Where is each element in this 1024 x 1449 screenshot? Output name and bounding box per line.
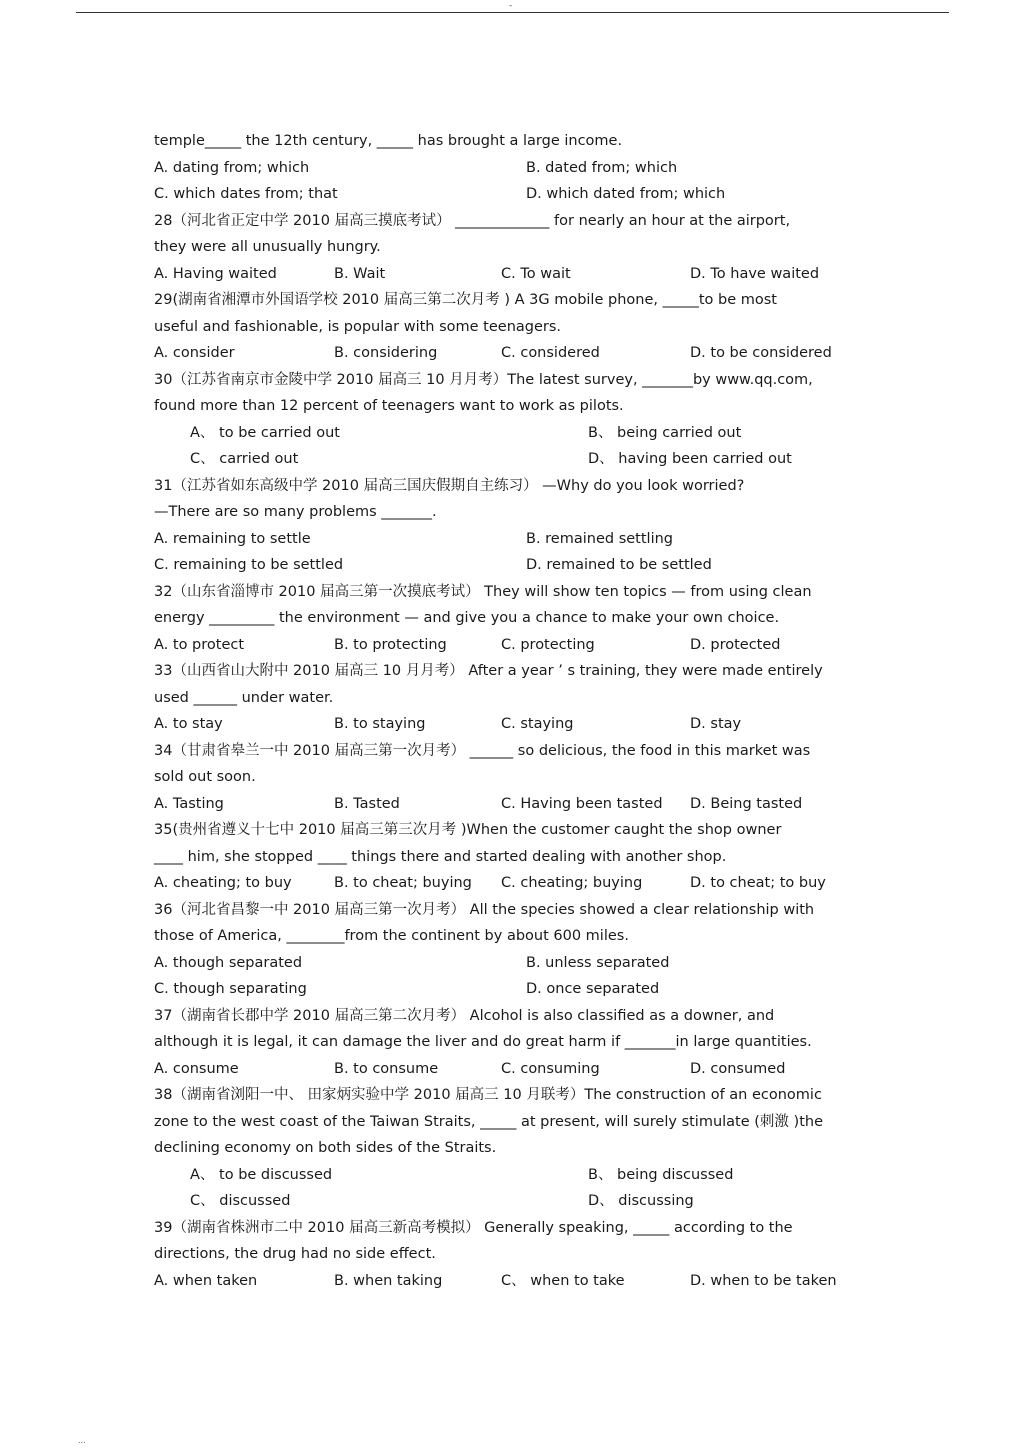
text-line: zone to the west coast of the Taiwan Straits, _____ at present, will surely stimulate (刺激 )the xyxy=(154,1113,823,1130)
answer-option: A、 to be discussed xyxy=(190,1166,333,1183)
answer-option: D、 discussing xyxy=(588,1193,694,1209)
text-line: 33（山西省山大附中 2010 届高三 10 月月考） After a year ’ s training, they were made entirely xyxy=(154,663,823,679)
answer-option: D. protected xyxy=(690,636,781,653)
text-line: temple_____ the 12th century, _____ has brought a large income. xyxy=(154,133,623,149)
answer-option: A. Tasting xyxy=(154,795,224,812)
answer-option: B、 being carried out xyxy=(588,424,742,441)
options-row xyxy=(154,713,914,740)
options-row xyxy=(154,422,914,449)
text-line: 28（河北省正定中学 2010 届高三摸底考试） _____________ for nearly an hour at the airport, xyxy=(154,212,791,229)
text-line: declining economy on both sides of the Straits. xyxy=(154,1140,497,1156)
answer-option: B. remained settling xyxy=(526,530,673,547)
answer-option: C、 when to take xyxy=(501,1272,625,1289)
answer-option: C. protecting xyxy=(501,636,595,653)
options-row xyxy=(154,1058,914,1085)
options-row xyxy=(154,554,914,581)
answer-option: C. To wait xyxy=(501,265,571,282)
answer-option: D. to be considered xyxy=(690,345,832,361)
text-line: energy _________ the environment — and give you a chance to make your own choice. xyxy=(154,610,780,626)
answer-option: D. to cheat; to buy xyxy=(690,875,826,891)
options-row xyxy=(154,793,914,820)
answer-option: D. when to be taken xyxy=(690,1272,837,1289)
answer-option: A. consider xyxy=(154,345,235,361)
footer-mark: ... xyxy=(78,1436,86,1445)
answer-option: B. Wait xyxy=(334,265,386,282)
text-line: —There are so many problems _______. xyxy=(154,504,437,520)
text-line: those of America, ________from the continent by about 600 miles. xyxy=(154,928,629,944)
answer-option: A、 to be carried out xyxy=(190,424,340,441)
text-line: 36（河北省昌黎一中 2010 届高三第一次月考） All the species showed a clear relationship with xyxy=(154,901,815,918)
header-rule xyxy=(76,12,949,13)
text-line: 31（江苏省如东高级中学 2010 届高三国庆假期自主练习） —Why do you look worried? xyxy=(154,477,745,494)
answer-option: C. staying xyxy=(501,716,574,732)
answer-option: A. consume xyxy=(154,1060,239,1077)
answer-option: C. consuming xyxy=(501,1060,600,1077)
text-line: 34（甘肃省皋兰一中 2010 届高三第一次月考） ______ so delicious, the food in this market was xyxy=(154,742,811,759)
answer-option: B. to protecting xyxy=(334,636,447,653)
answer-option: B. to cheat; buying xyxy=(334,875,472,891)
options-row xyxy=(154,448,914,475)
answer-option: B. unless separated xyxy=(526,954,670,971)
options-row xyxy=(154,1270,914,1297)
answer-option: C. cheating; buying xyxy=(501,875,643,891)
text-line: they were all unusually hungry. xyxy=(154,239,381,255)
text-line: found more than 12 percent of teenagers want to work as pilots. xyxy=(154,398,624,414)
answer-option: D. stay xyxy=(690,716,742,732)
answer-option: A. Having waited xyxy=(154,265,277,282)
options-row xyxy=(154,157,914,184)
text-line: sold out soon. xyxy=(154,769,256,785)
answer-option: D. once separated xyxy=(526,981,660,997)
answer-option: A. though separated xyxy=(154,954,303,971)
text-line: useful and fashionable, is popular with some teenagers. xyxy=(154,318,562,335)
answer-option: D. consumed xyxy=(690,1060,786,1077)
answer-option: A. remaining to settle xyxy=(154,530,311,547)
text-line: although it is legal, it can damage the liver and do great harm if _______in large quantities. xyxy=(154,1034,812,1050)
answer-option: D. Being tasted xyxy=(690,795,803,812)
header-mark: - xyxy=(509,1,513,11)
answer-option: D. To have waited xyxy=(690,265,820,282)
options-row xyxy=(154,528,914,555)
answer-option: A. cheating; to buy xyxy=(154,875,292,891)
answer-option: C. which dates from; that xyxy=(154,186,338,202)
answer-option: D、 having been carried out xyxy=(588,451,792,467)
text-line: 39（湖南省株洲市二中 2010 届高三新高考模拟） Generally speaking, _____ according to the xyxy=(154,1219,793,1236)
answer-option: C. though separating xyxy=(154,981,307,997)
answer-option: B. when taking xyxy=(334,1272,443,1289)
text-line: ____ him, she stopped ____ things there and started dealing with another shop. xyxy=(154,848,727,865)
options-row xyxy=(154,952,914,979)
options-row xyxy=(154,1190,914,1217)
text-line: 30（江苏省南京市金陵中学 2010 届高三 10 月月考）The latest survey, _______by www.qq.com, xyxy=(154,371,813,388)
options-row xyxy=(154,978,914,1005)
answer-option: B、 being discussed xyxy=(588,1166,734,1183)
text-line: 37（湖南省长郡中学 2010 届高三第二次月考） Alcohol is also classified as a downer, and xyxy=(154,1007,775,1024)
options-row xyxy=(154,183,914,210)
options-row xyxy=(154,872,914,899)
answer-option: C. considered xyxy=(501,345,600,361)
answer-option: B. to staying xyxy=(334,716,426,732)
options-row xyxy=(154,263,914,290)
answer-option: C、 carried out xyxy=(190,451,299,467)
answer-option: C. remaining to be settled xyxy=(154,557,344,573)
text-line: directions, the drug had no side effect. xyxy=(154,1246,436,1262)
text-line: 38（湖南省浏阳一中、 田家炳实验中学 2010 届高三 10 月联考）The construction of an economic xyxy=(154,1087,822,1103)
text-line: 29(湖南省湘潭市外国语学校 2010 届高三第二次月考 ) A 3G mobile phone, _____to be most xyxy=(154,292,777,308)
answer-option: B. dated from; which xyxy=(526,159,678,176)
text-line: used ______ under water. xyxy=(154,689,334,706)
answer-option: C. Having been tasted xyxy=(501,795,663,812)
options-row xyxy=(154,634,914,661)
text-line: 32（山东省淄博市 2010 届高三第一次摸底考试） They will show ten topics — from using clean xyxy=(154,583,812,600)
answer-option: D. which dated from; which xyxy=(526,186,726,202)
document-body xyxy=(154,130,914,1296)
options-row xyxy=(154,1164,914,1191)
answer-option: A. to protect xyxy=(154,636,245,653)
answer-option: B. to consume xyxy=(334,1060,439,1077)
text-line: 35(贵州省遵义十七中 2010 届高三第三次月考 )When the customer caught the shop owner xyxy=(154,822,782,838)
answer-option: A. dating from; which xyxy=(154,159,310,176)
answer-option: A. to stay xyxy=(154,716,223,732)
answer-option: C、 discussed xyxy=(190,1193,291,1209)
options-row xyxy=(154,342,914,369)
answer-option: A. when taken xyxy=(154,1272,258,1289)
answer-option: B. considering xyxy=(334,345,438,361)
answer-option: D. remained to be settled xyxy=(526,557,712,573)
answer-option: B. Tasted xyxy=(334,795,400,812)
